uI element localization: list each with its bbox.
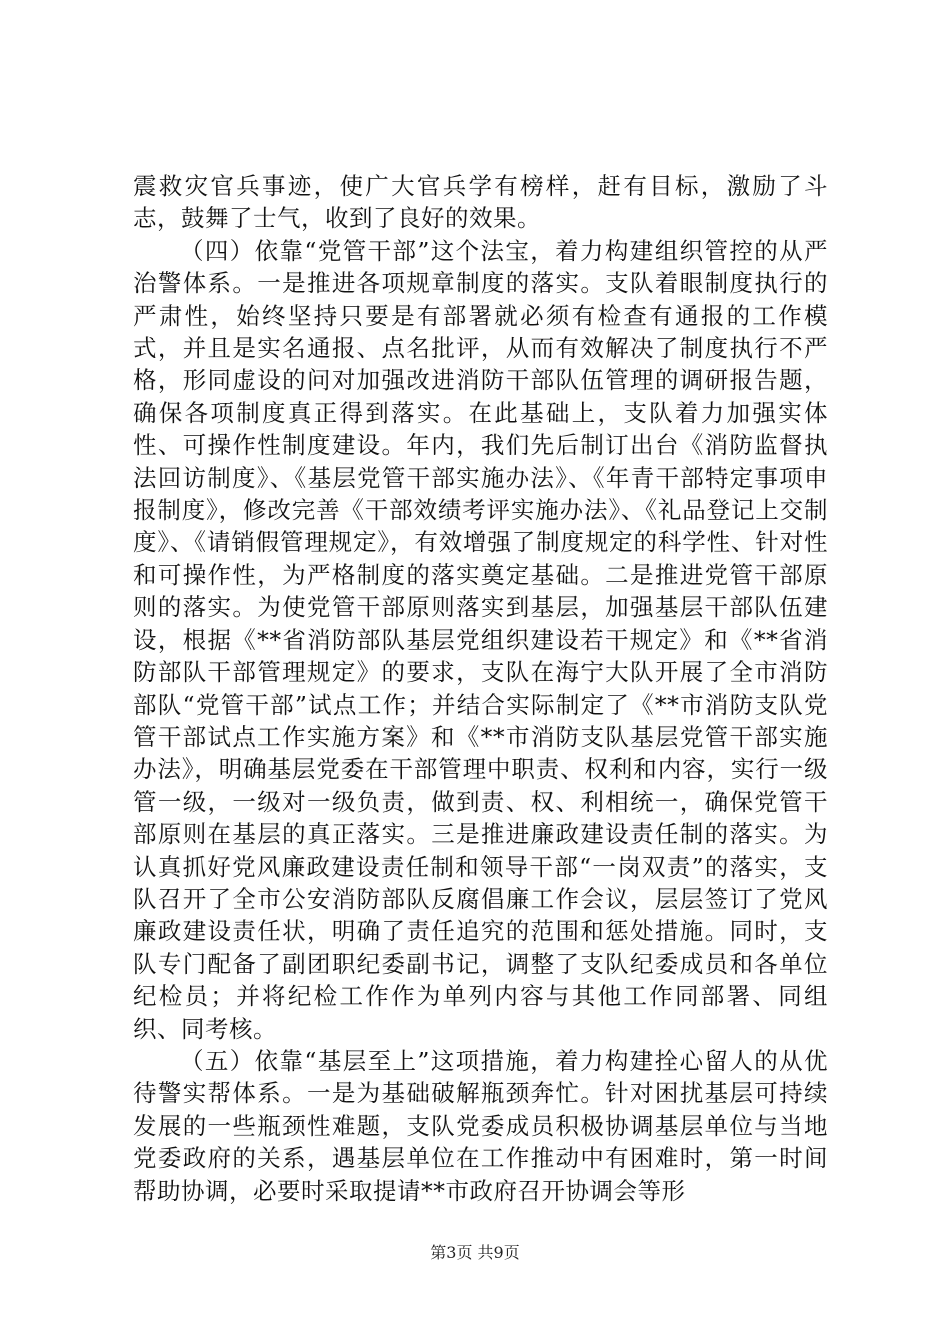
paragraph-section-five: （五）依靠“基层至上”这项措施，着力构建拴心留人的从优待警实帮体系。一是为基础破解瓶颈奔忙。针对困扰基层可持续发展的一些瓶颈性难题，支队党委成员积极协调基层单位与当地党委政府的关系，遇基层单位在工作推动中有困难时，第一时间帮助协调，必要时采取提请**市政府召开协调会等形 — [133, 1046, 828, 1205]
page-number-footer: 第3页 共9页 — [430, 1243, 520, 1262]
paragraph-continuation: 震救灾官兵事迹，使广大官兵学有榜样，赶有目标，激励了斗志，鼓舞了士气，收到了良好的效果。 — [133, 172, 828, 233]
paragraph-section-four: （四）依靠“党管干部”这个法宝，着力构建组织管控的从严治警体系。一是推进各项规章制度的落实。支队着眼制度执行的严肃性，始终坚持只要是有部署就必须有检查有通报的工作模式，并且是实名通报、点名批评，从而有效解决了制度执行不严格，形同虚设的问对加强改进消防干部队伍管理的调研报告题，确保各项制度真正得到落实。在此基础上，支队着力加强实体性、可操作性制度建设。年内，我们先后制订出台《消防监督执法回访制度》、《基层党管干部实施办法》、《年青干部特定事项申报制度》，修改完善《干部效绩考评实施办法》、《礼品登记上交制度》、《请销假管理规定》，有效增强了制度规定的科学性、针对性和可操作性，为严格制度的落实奠定基础。二是推进党管干部原则的落实。为使党管干部原则落实到基层，加强基层干部队伍建设，根据《**省消防部队基层党组织建设若干规定》和《**省消防部队干部管理规定》的要求，支队在海宁大队开展了全市消防部队“党管干部”试点工作；并结合实际制定了《**市消防支队党管干部试点工作实施方案》和《**市消防支队基层党管干部实施办法》，明确基层党委在干部管理中职责、权利和内容，实行一级管一级，一级对一级负责，做到责、权、利相统一，确保党管干部原则在基层的真正落实。三是推进廉政建设责任制的落实。为认真抓好党风廉政建设责任制和领导干部“一岗双责”的落实，支队召开了全市公安消防部队反腐倡廉工作会议，层层签订了党风廉政建设责任状，明确了责任追究的范围和惩处措施。同时，支队专门配备了副团职纪委副书记，调整了支队纪委成员和各单位纪检员；并将纪检工作作为单列内容与其他工作同部署、同组织、同考核。 — [133, 236, 828, 1043]
document-body — [133, 170, 828, 1207]
